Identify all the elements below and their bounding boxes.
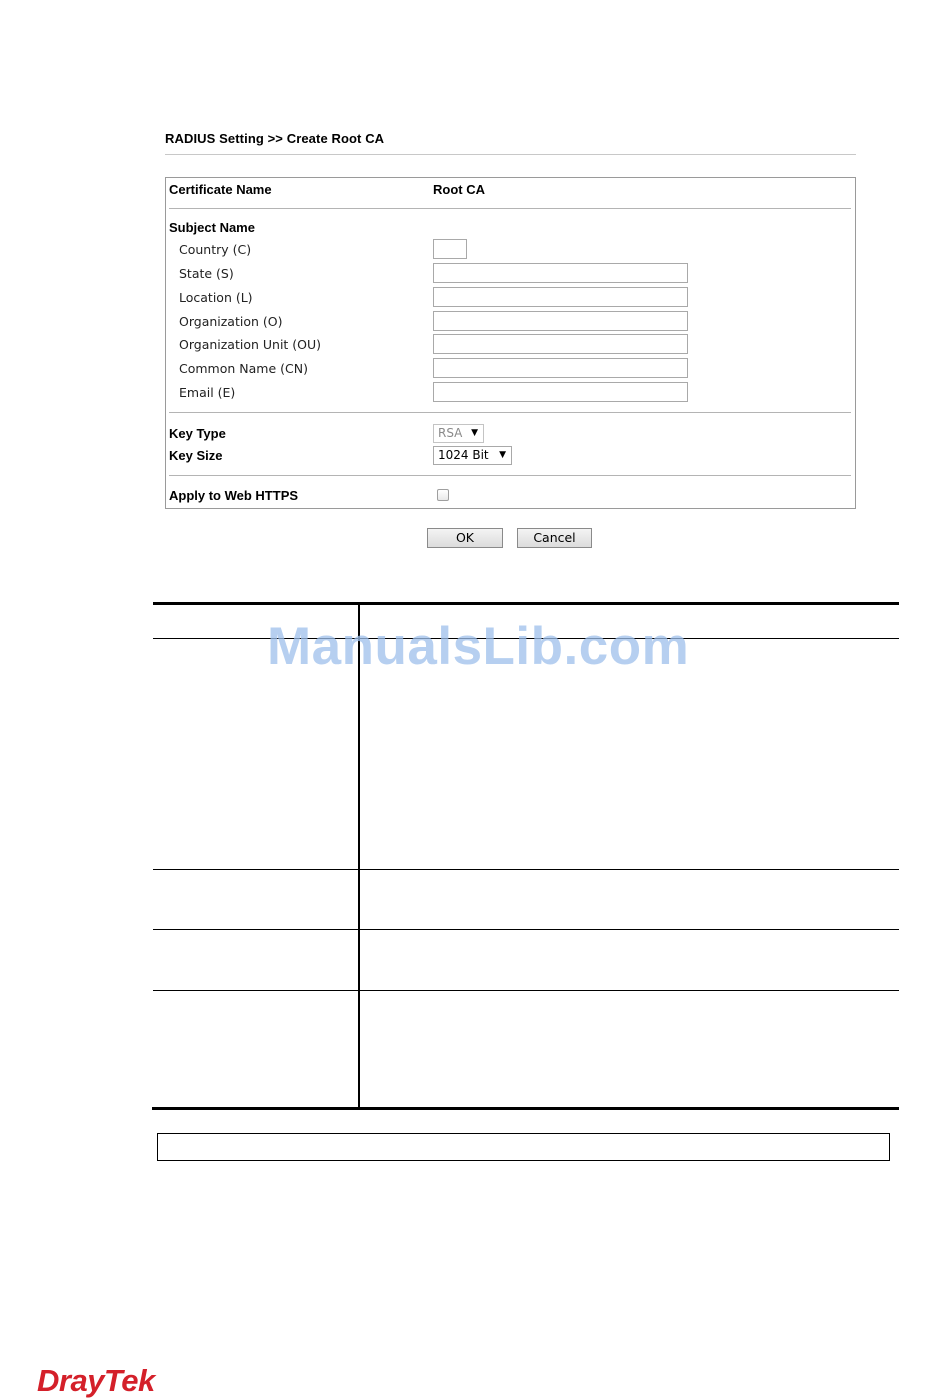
organization-label: Organization (O) <box>179 314 283 329</box>
organization-unit-label: Organization Unit (OU) <box>179 337 322 352</box>
cancel-button[interactable]: Cancel <box>517 528 592 548</box>
subject-name-label: Subject Name <box>169 220 255 235</box>
section-divider <box>169 208 851 209</box>
key-type-label: Key Type <box>169 426 226 441</box>
table-row-divider <box>153 869 899 870</box>
location-label: Location (L) <box>179 290 253 305</box>
key-type-value: RSA <box>438 426 463 440</box>
certificate-name-label: Certificate Name <box>169 182 272 197</box>
section-divider <box>169 412 851 413</box>
email-input[interactable] <box>433 382 688 402</box>
chevron-down-icon: ▼ <box>499 450 506 460</box>
watermark: ManualsLib.com <box>267 617 690 676</box>
state-label: State (S) <box>179 266 234 281</box>
common-name-label: Common Name (CN) <box>179 361 308 376</box>
section-divider <box>169 475 851 476</box>
country-label: Country (C) <box>179 242 252 257</box>
location-input[interactable] <box>433 287 688 307</box>
common-name-input[interactable] <box>433 358 688 378</box>
key-size-select[interactable] <box>433 446 512 465</box>
table-column-divider <box>358 603 360 1108</box>
ok-button[interactable]: OK <box>427 528 503 548</box>
table-bottom-border <box>152 1107 899 1110</box>
key-size-value: 1024 Bit <box>438 448 489 462</box>
apply-https-label: Apply to Web HTTPS <box>169 488 299 503</box>
country-input[interactable] <box>433 239 467 259</box>
breadcrumb: RADIUS Setting >> Create Root CA <box>165 131 385 146</box>
certificate-name-value: Root CA <box>433 182 485 197</box>
state-input[interactable] <box>433 263 688 283</box>
key-type-select[interactable] <box>433 424 484 443</box>
table-row-divider <box>153 929 899 930</box>
organization-input[interactable] <box>433 311 688 331</box>
table-row-divider <box>153 990 899 991</box>
draytek-logo: DrayTek <box>37 1363 155 1398</box>
organization-unit-input[interactable] <box>433 334 688 354</box>
note-box <box>157 1133 890 1161</box>
apply-https-checkbox[interactable] <box>437 489 449 501</box>
email-label: Email (E) <box>179 385 236 400</box>
breadcrumb-divider <box>165 154 856 155</box>
key-size-label: Key Size <box>169 448 223 463</box>
table-top-border <box>153 602 899 605</box>
chevron-down-icon: ▼ <box>471 428 478 438</box>
